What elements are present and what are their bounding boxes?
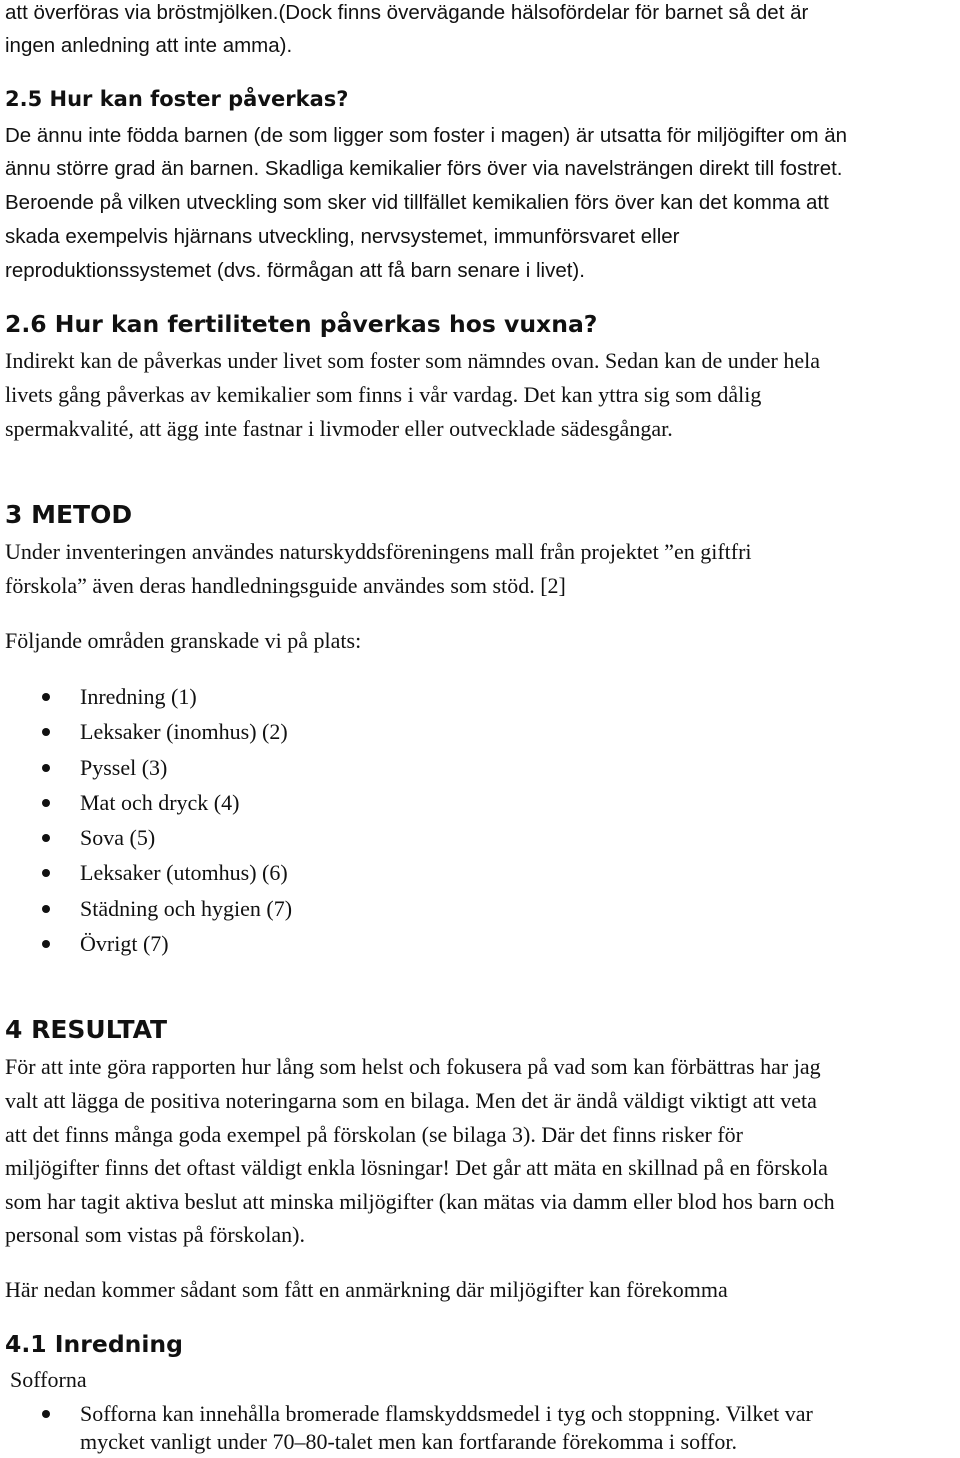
list-item-line: Sofforna kan innehålla bromerade flamskyddsmedel i tyg och stoppning. Vilket var	[80, 1401, 813, 1426]
list-intro: Följande områden granskade vi på plats:	[5, 628, 362, 653]
paragraph-line: att överföras via bröstmjölken.(Dock finns övervägande hälsofördelar för barnet så det är	[5, 1, 809, 24]
paragraph-line: förskola” även deras handledningsguide användes som stöd. [2]	[5, 573, 566, 598]
list-item: Mat och dryck (4)	[80, 790, 240, 815]
bullet-dot-icon	[42, 940, 50, 948]
paragraph-line: ingen anledning att inte amma).	[5, 34, 293, 57]
section-heading-2-5: 2.5 Hur kan foster påverkas?	[5, 87, 349, 111]
paragraph-line: som har tagit aktiva beslut att minska miljögifter (kan mätas via damm eller blod hos barn och	[5, 1189, 835, 1214]
list-item: Leksaker (utomhus) (6)	[80, 860, 288, 885]
section-heading-2-6: 2.6 Hur kan fertiliteten påverkas hos vuxna?	[5, 310, 598, 338]
section-heading-3: 3 METOD	[5, 500, 133, 529]
paragraph-line: Beroende på vilken utveckling som sker vid tillfället kemikalien förs över kan det komma att	[5, 191, 829, 214]
list-item: Städning och hygien (7)	[80, 896, 293, 921]
list-item-line: mycket vanligt under 70–80-talet men kan fortfarande förekomma i soffor.	[80, 1429, 737, 1454]
subheading-sofforna: Sofforna	[10, 1367, 87, 1392]
bullet-dot-icon	[42, 905, 50, 913]
bullet-dot-icon	[42, 799, 50, 807]
bullet-dot-icon	[42, 834, 50, 842]
paragraph-line: spermakvalité, att ägg inte fastnar i livmoder eller outvecklade sädesgångar.	[5, 416, 673, 441]
paragraph-line: skada exempelvis hjärnans utveckling, nervsystemet, immunförsvaret eller	[5, 225, 680, 248]
section-heading-4: 4 RESULTAT	[5, 1015, 168, 1044]
bullet-dot-icon	[42, 693, 50, 701]
paragraph-line: livets gång påverkas av kemikalier som finns i vår vardag. Det kan yttra sig som dålig	[5, 382, 762, 407]
list-item: Pyssel (3)	[80, 755, 168, 780]
paragraph-line: valt att lägga de positiva noteringarna som en bilaga. Men det är ändå väldigt viktigt att veta	[5, 1088, 817, 1113]
bullet-dot-icon	[42, 764, 50, 772]
paragraph-line: Indirekt kan de påverkas under livet som foster som nämndes ovan. Sedan kan de under hela	[5, 348, 820, 373]
paragraph-note: Här nedan kommer sådant som fått en anmärkning där miljögifter kan förekomma	[5, 1277, 728, 1302]
paragraph-line: att det finns många goda exempel på förskolan (se bilaga 3). Där det finns risker för	[5, 1122, 743, 1147]
list-item: Leksaker (inomhus) (2)	[80, 719, 288, 744]
list-item: Sova (5)	[80, 825, 156, 850]
bullet-dot-icon	[42, 728, 50, 736]
paragraph-line: Under inventeringen användes naturskyddsföreningens mall från projektet ”en giftfri	[5, 539, 752, 564]
paragraph-line: personal som vistas på förskolan).	[5, 1222, 305, 1247]
paragraph-line: ännu större grad än barnen. Skadliga kemikalier förs över via navelsträngen direkt till fostret.	[5, 157, 843, 180]
paragraph-line: För att inte göra rapporten hur lång som helst och fokusera på vad som kan förbättras har jag	[5, 1054, 821, 1079]
list-item: Inredning (1)	[80, 684, 197, 709]
bullet-dot-icon	[42, 869, 50, 877]
bullet-dot-icon	[42, 1410, 50, 1418]
list-item: Övrigt (7)	[80, 931, 169, 956]
paragraph-line: miljögifter finns det oftast väldigt enkla lösningar! Det går att mäta en skillnad på en förskola	[5, 1155, 828, 1180]
section-heading-4-1: 4.1 Inredning	[5, 1330, 183, 1358]
paragraph-line: reproduktionssystemet (dvs. förmågan att få barn senare i livet).	[5, 259, 585, 282]
paragraph-line: De ännu inte födda barnen (de som ligger som foster i magen) är utsatta för miljögifter om än	[5, 124, 848, 147]
